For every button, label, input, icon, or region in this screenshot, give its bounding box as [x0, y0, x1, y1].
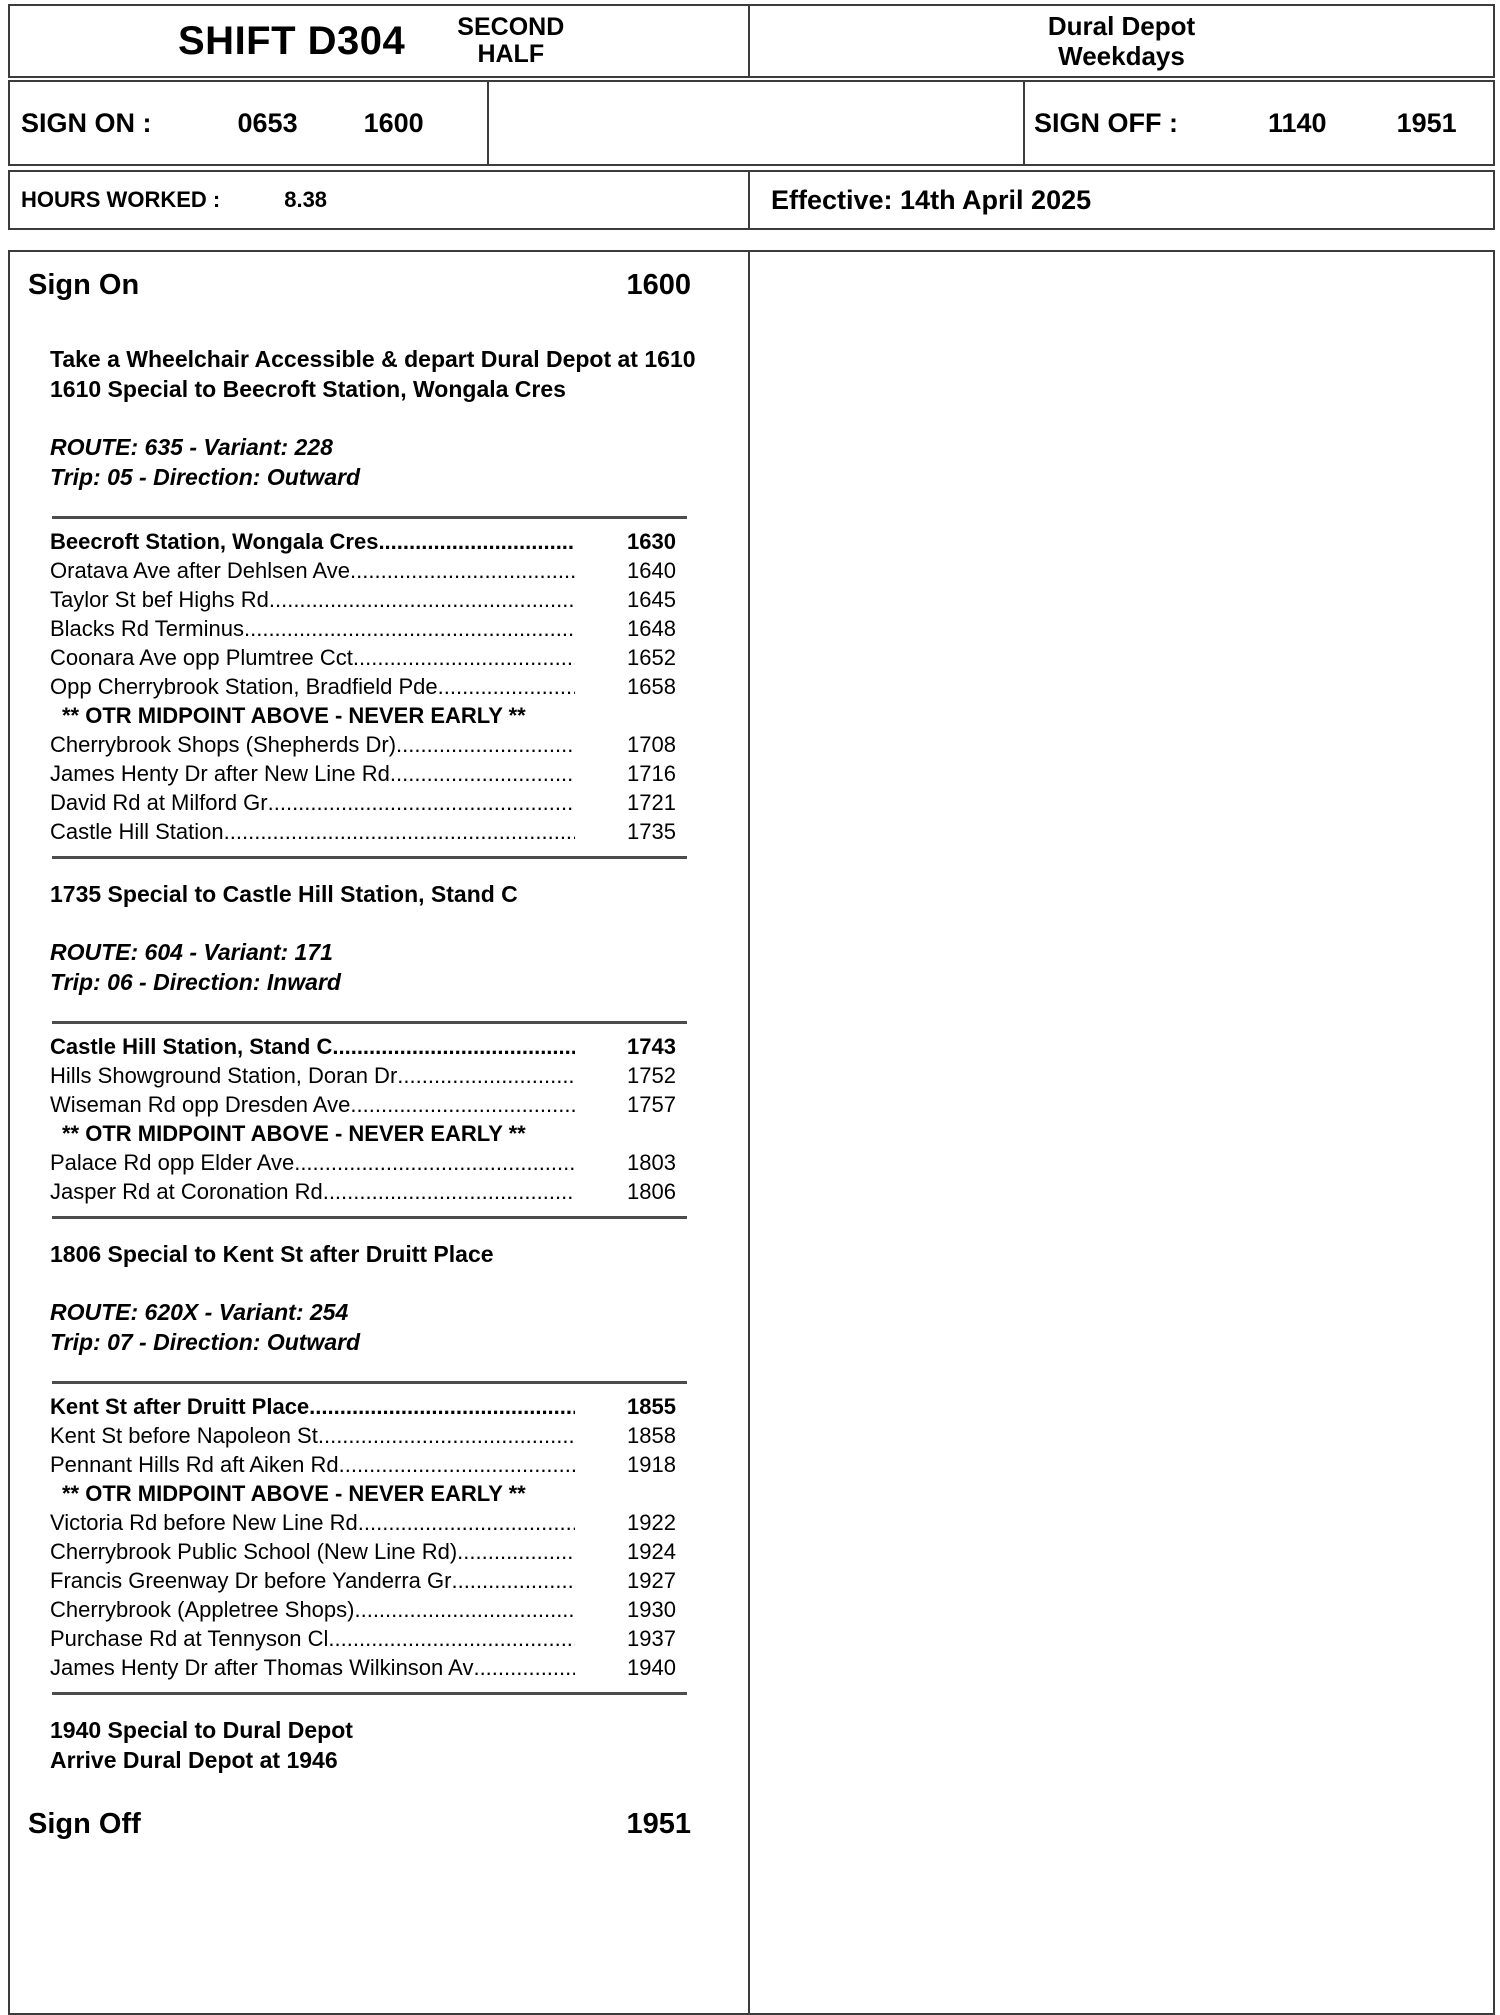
- stop-name: Victoria Rd before New Line Rd: [50, 1510, 358, 1535]
- hours-worked-value: 8.38: [284, 187, 328, 212]
- stop-name: Coonara Ave opp Plumtree Cct: [50, 645, 353, 670]
- duty-notes: [50, 344, 705, 404]
- sign-off-time-1: 1140: [1268, 107, 1327, 138]
- stop-row: [50, 556, 687, 585]
- stop-name: Francis Greenway Dr before Yanderra Gr: [50, 1568, 452, 1593]
- otr-midpoint-note: ** OTR MIDPOINT ABOVE - NEVER EARLY **: [62, 1121, 526, 1146]
- stop-name: Castle Hill Station: [50, 819, 224, 844]
- stop-name: Cherrybrook Shops (Shepherds Dr): [50, 732, 397, 757]
- stop-time: 1924: [627, 1539, 676, 1564]
- stop-time: 1721: [627, 790, 676, 815]
- route-info: [50, 1297, 748, 1357]
- stop-name: Cherrybrook (Appletree Shops): [50, 1597, 355, 1622]
- stop-time: 1640: [627, 558, 676, 583]
- stop-row: [50, 1450, 687, 1479]
- duty-notes: [50, 1715, 705, 1775]
- route-info: [50, 432, 748, 492]
- duty-notes: [50, 1239, 705, 1269]
- route-info-line: Trip: 06 - Direction: Inward: [50, 969, 341, 995]
- dot-leader: [269, 585, 575, 614]
- dot-leader: [358, 1508, 575, 1537]
- note-line: Take a Wheelchair Accessible & depart Dural Depot at 1610: [50, 346, 696, 372]
- dot-leader: [378, 527, 575, 556]
- dot-leader: [328, 1624, 575, 1653]
- hours-effective-row: [8, 170, 1495, 230]
- effective-date-cell: [750, 172, 1493, 228]
- section-divider: [52, 1216, 687, 1219]
- stop-row: [50, 527, 687, 556]
- stop-row: [50, 1653, 687, 1682]
- stop-time: 1752: [627, 1063, 676, 1088]
- stop-name: Taylor St bef Highs Rd: [50, 587, 269, 612]
- stop-name: Purchase Rd at Tennyson Cl: [50, 1626, 329, 1651]
- note-line: 1806 Special to Kent St after Druitt Place: [50, 1241, 494, 1267]
- sign-times-row: [8, 80, 1495, 166]
- stop-row: [50, 585, 687, 614]
- stop-time: 1652: [627, 645, 676, 670]
- note-line: Arrive Dural Depot at 1946: [50, 1747, 338, 1773]
- shift-half-line2: HALF: [477, 40, 545, 68]
- duty-notes: [50, 879, 705, 909]
- empty-cell: [489, 82, 1025, 164]
- depot-cell: [750, 6, 1493, 76]
- stop-name: James Henty Dr after Thomas Wilkinson Av: [50, 1655, 474, 1680]
- stop-row: [50, 672, 687, 701]
- stop-time: 1927: [627, 1568, 676, 1593]
- hours-worked-label: HOURS WORKED :: [21, 187, 221, 212]
- stop-time: 1648: [627, 616, 676, 641]
- stop-name: Cherrybrook Public School (New Line Rd): [50, 1539, 458, 1564]
- stop-list: [50, 1392, 687, 1682]
- dot-leader: [350, 556, 575, 585]
- note-line: 1735 Special to Castle Hill Station, Stand C: [50, 881, 518, 907]
- dot-leader: [244, 614, 575, 643]
- duty-sign-off-time: 1951: [626, 1808, 691, 1840]
- dot-leader: [353, 643, 575, 672]
- dot-leader: [438, 672, 575, 701]
- dot-leader: [354, 1595, 575, 1624]
- section-divider: [52, 1381, 687, 1384]
- header-title-row: [8, 4, 1495, 78]
- stop-name: Wiseman Rd opp Dresden Ave: [50, 1092, 351, 1117]
- stop-name: David Rd at Milford Gr: [50, 790, 268, 815]
- dot-leader: [224, 817, 575, 846]
- sign-on-label: SIGN ON :: [21, 107, 152, 138]
- duty-detail-box: [8, 250, 1495, 2015]
- note-line: 1940 Special to Dural Depot: [50, 1717, 353, 1743]
- dot-leader: [390, 759, 575, 788]
- stop-time: 1803: [627, 1150, 676, 1175]
- route-info-line: Trip: 07 - Direction: Outward: [50, 1329, 361, 1355]
- dot-leader: [473, 1653, 575, 1682]
- sign-on-time-2: 1600: [363, 107, 424, 138]
- stop-time: 1922: [627, 1510, 676, 1535]
- stop-name: Pennant Hills Rd aft Aiken Rd: [50, 1452, 339, 1477]
- stop-time: 1658: [627, 674, 676, 699]
- dot-leader: [397, 1061, 575, 1090]
- route-info-line: Trip: 05 - Direction: Outward: [50, 464, 361, 490]
- section-divider: [52, 1021, 687, 1024]
- stop-time: 1937: [627, 1626, 676, 1651]
- stop-time: 1940: [627, 1655, 676, 1680]
- stop-name: Hills Showground Station, Doran Dr: [50, 1063, 398, 1088]
- shift-title-cell: [10, 6, 750, 76]
- stop-row: [50, 1421, 687, 1450]
- dot-leader: [318, 1421, 575, 1450]
- stop-row: [50, 788, 687, 817]
- duty-blocks: [20, 344, 748, 1775]
- route-info: [50, 937, 748, 997]
- stop-row: [50, 817, 687, 846]
- stop-name: Opp Cherrybrook Station, Bradfield Pde: [50, 674, 438, 699]
- stop-time: 1743: [627, 1034, 676, 1059]
- stop-name: Castle Hill Station, Stand C: [50, 1034, 333, 1059]
- note-line: 1610 Special to Beecroft Station, Wongala Cres: [50, 376, 566, 402]
- stop-time: 1708: [627, 732, 676, 757]
- route-info-line: ROUTE: 604 - Variant: 171: [50, 939, 333, 965]
- stop-name: Jasper Rd at Coronation Rd: [50, 1179, 323, 1204]
- stop-row: [50, 1090, 687, 1119]
- dot-leader: [451, 1566, 575, 1595]
- shift-number: SHIFT D304: [178, 18, 406, 63]
- route-info-line: ROUTE: 620X - Variant: 254: [50, 1299, 349, 1325]
- dot-leader: [309, 1392, 575, 1421]
- stop-time: 1930: [627, 1597, 676, 1622]
- stop-row: [50, 1148, 687, 1177]
- stop-time: 1918: [627, 1452, 676, 1477]
- hours-worked-cell: [10, 172, 750, 228]
- duty-sign-on-time: 1600: [626, 269, 691, 301]
- stop-time: 1630: [627, 529, 676, 554]
- sign-off-time-2: 1951: [1396, 107, 1457, 138]
- stop-time: 1806: [627, 1179, 676, 1204]
- dot-leader: [332, 1032, 575, 1061]
- stop-row: [50, 730, 687, 759]
- stop-row: [50, 614, 687, 643]
- stop-name: Blacks Rd Terminus: [50, 616, 244, 641]
- dot-leader: [457, 1537, 575, 1566]
- dot-leader: [350, 1090, 575, 1119]
- sign-off-label: SIGN OFF :: [1034, 107, 1178, 138]
- dot-leader: [323, 1177, 575, 1206]
- stop-name: Kent St after Druitt Place: [50, 1394, 310, 1419]
- stop-row: [50, 1624, 687, 1653]
- stop-name: Beecroft Station, Wongala Cres: [50, 529, 379, 554]
- dot-leader: [396, 730, 575, 759]
- stop-time: 1735: [627, 819, 676, 844]
- sign-off-line: [28, 1807, 691, 1841]
- duty-detail-column: [10, 252, 750, 2013]
- route-info-line: ROUTE: 635 - Variant: 228: [50, 434, 333, 460]
- sign-on-cell: [10, 82, 489, 164]
- stop-row: [50, 1566, 687, 1595]
- otr-midpoint-note: ** OTR MIDPOINT ABOVE - NEVER EARLY **: [62, 703, 526, 728]
- stop-row: [50, 1537, 687, 1566]
- section-divider: [52, 1692, 687, 1695]
- duty-sign-on-label: Sign On: [28, 269, 140, 301]
- stop-row: [50, 1032, 687, 1061]
- stop-name: James Henty Dr after New Line Rd: [50, 761, 390, 786]
- duty-sign-off-label: Sign Off: [28, 1808, 141, 1840]
- stop-list: [50, 1032, 687, 1206]
- stop-list: [50, 527, 687, 846]
- stop-row: [50, 643, 687, 672]
- otr-midpoint-note: ** OTR MIDPOINT ABOVE - NEVER EARLY **: [62, 1481, 526, 1506]
- stop-time: 1855: [627, 1394, 676, 1419]
- stop-row: [50, 1595, 687, 1624]
- stop-name: Kent St before Napoleon St: [50, 1423, 318, 1448]
- section-divider: [52, 516, 687, 519]
- depot-days: Weekdays: [1058, 41, 1185, 71]
- stop-row: [50, 1392, 687, 1421]
- stop-row: [50, 1177, 687, 1206]
- stop-row: [50, 1061, 687, 1090]
- dot-leader: [339, 1450, 575, 1479]
- stop-row: [50, 759, 687, 788]
- effective-date: Effective: 14th April 2025: [771, 184, 1092, 215]
- sign-on-line: [28, 268, 691, 302]
- stop-name: Oratava Ave after Dehlsen Ave: [50, 558, 351, 583]
- duty-empty-column: [750, 252, 1493, 2013]
- dot-leader: [294, 1148, 575, 1177]
- depot-name: Dural Depot: [1047, 11, 1196, 41]
- stop-name: Palace Rd opp Elder Ave: [50, 1150, 295, 1175]
- stop-row: [50, 1508, 687, 1537]
- dot-leader: [268, 788, 575, 817]
- shift-half-label: [457, 14, 564, 68]
- stop-time: 1858: [627, 1423, 676, 1448]
- section-divider: [52, 856, 687, 859]
- shift-half-line1: SECOND: [457, 13, 565, 41]
- sign-on-time-1: 0653: [237, 107, 298, 138]
- stop-time: 1716: [627, 761, 676, 786]
- stop-time: 1645: [627, 587, 676, 612]
- sign-off-cell: [1025, 82, 1493, 164]
- stop-time: 1757: [627, 1092, 676, 1117]
